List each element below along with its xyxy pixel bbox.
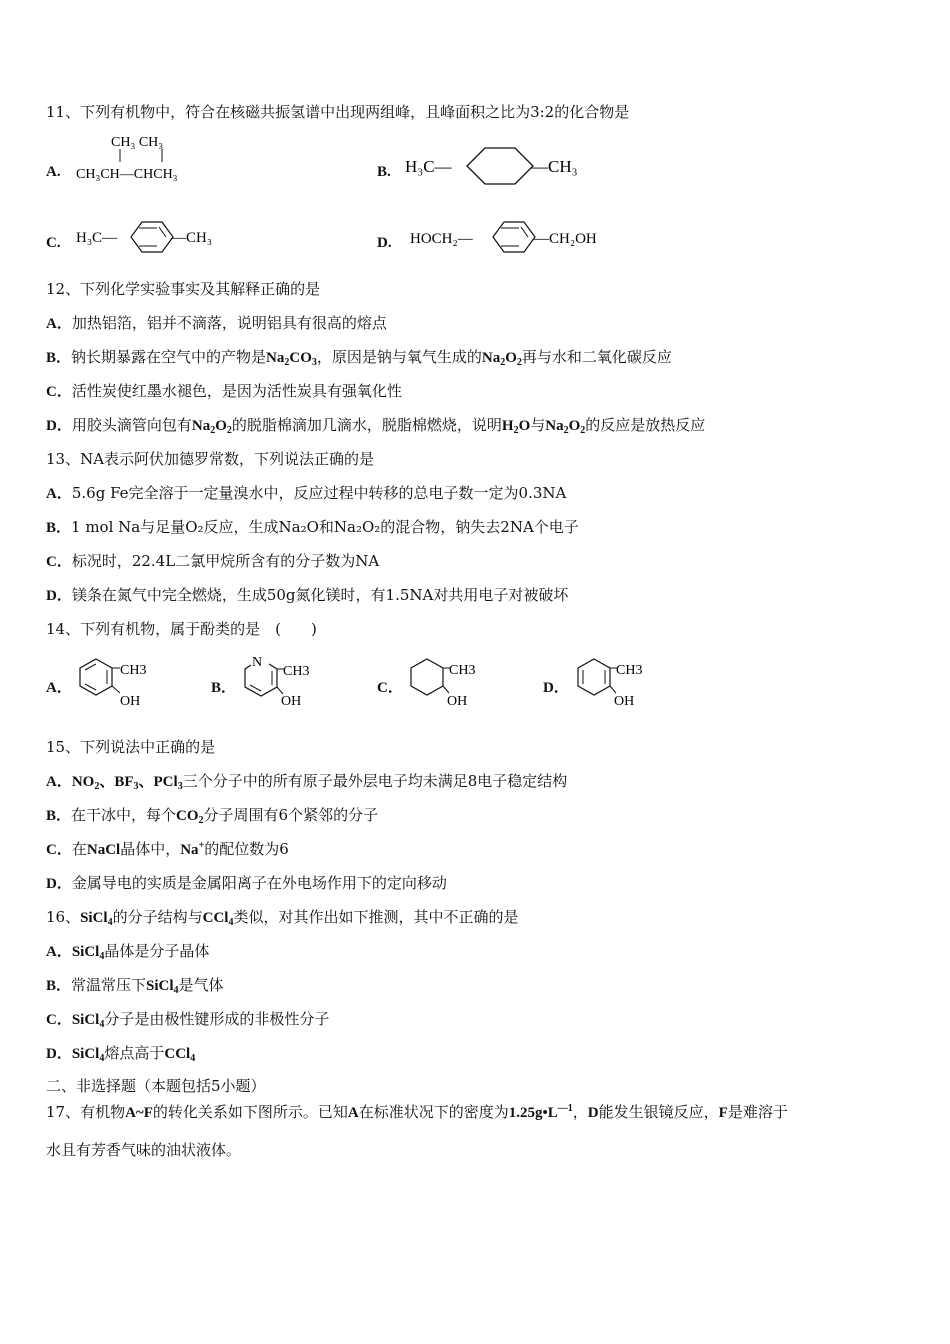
q11-option-d-label: D. xyxy=(377,235,392,251)
q14-b-structure xyxy=(243,650,323,712)
q14-option-a-label: A． xyxy=(46,680,72,696)
q11-option-a-label: A. xyxy=(46,164,61,180)
q14-c-ch3: CH3 xyxy=(449,663,476,678)
q11-a-structure xyxy=(76,132,226,187)
q11-b-right: —CH₃ xyxy=(531,157,578,176)
q13-option-a: A．5.6g Fe完全溶于一定量溴水中，反应过程中转移的总电子数一定为0.3NA xyxy=(46,484,567,502)
q17-line-2: 水且有芳香气味的油状液体。 xyxy=(46,1141,242,1159)
q14-a-oh: OH xyxy=(120,694,141,709)
q14-d-structure xyxy=(576,655,656,715)
q14-b-ch3: CH3 xyxy=(283,664,310,679)
q12-option-d: D．用胶头滴管向包有$Na_2O_2$的脱脂棉滴加几滴水，脱脂棉燃烧，说明$H_2O$与$Na_2O_2$的反应是放热反应 xyxy=(46,416,706,436)
q11-stem: 11、下列有机物中，符合在核磁共振氢谱中出现两组峰，且峰面积之比为3:2的化合物是 xyxy=(46,103,630,121)
q12-option-c: C．活性炭使红墨水褪色，是因为活性炭具有强氧化性 xyxy=(46,382,402,400)
q14-a-structure xyxy=(78,655,158,715)
q14-c-oh: OH xyxy=(447,694,468,709)
q15-option-d: D．金属导电的实质是金属阳离子在外电场作用下的定向移动 xyxy=(46,874,447,892)
q12-option-b: B．钠长期暴露在空气中的产物是$Na_2CO_3$，原因是钠与氧气生成的$Na_2O_2$再与水和二氧化碳反应 xyxy=(46,348,672,368)
q11-b-structure xyxy=(405,142,585,192)
q15-option-b: B．在干冰中，每个$CO_2$分子周围有6个紧邻的分子 xyxy=(46,806,379,826)
q11-c-structure xyxy=(76,218,246,258)
q14-b-n: N xyxy=(252,655,263,670)
q15-stem: 15、下列说法中正确的是 xyxy=(46,738,216,756)
q11-option-c-label: C. xyxy=(46,235,61,251)
q11-c-right: —CH₃ xyxy=(171,230,213,246)
q14-d-ch3: CH3 xyxy=(616,663,643,678)
q16-option-d: D．SiCl$_4$熔点高于CCl$_4$ xyxy=(46,1044,196,1064)
q14-option-c-label: C． xyxy=(377,680,403,696)
q11-a-top: CH₃ CH₃ xyxy=(111,135,164,150)
q14-c-structure xyxy=(409,655,489,715)
q14-b-oh: OH xyxy=(281,694,302,709)
q11-c-left: H₃C— xyxy=(76,230,118,246)
q15-option-a: A．$NO_2$、$BF_3$、PCl$_3$三个分子中的所有原子最外层电子均未满足8电子稳定结构 xyxy=(46,772,568,792)
q11-d-right: —CH₂OH xyxy=(534,231,597,247)
q13-option-d: D．镁条在氮气中完全燃烧，生成50g氮化镁时，有1.5NA对共用电子对被破坏 xyxy=(46,586,569,604)
q16-option-c: C．SiCl$_4$分子是由极性键形成的非极性分子 xyxy=(46,1010,330,1030)
q11-d-structure xyxy=(410,218,640,258)
q11-d-left: HOCH₂— xyxy=(410,231,473,247)
q13-stem: 13、NA表示阿伏加德罗常数，下列说法正确的是 xyxy=(46,450,375,468)
q11-b-left: H₃C— xyxy=(405,157,452,176)
q14-a-ch3: CH3 xyxy=(120,663,147,678)
q16-stem: 16、SiCl$_4$的分子结构与CCl$_4$类似，对其作出如下推测，其中不正确的是 xyxy=(46,908,519,928)
q14-option-d-label: D． xyxy=(543,680,569,696)
q13-option-b: B．1 mol Na与足量O₂反应，生成Na₂O和Na₂O₂的混合物，钠失去2NA个电子 xyxy=(46,518,579,536)
q13-option-c: C．标况时，22.4L二氯甲烷所含有的分子数为NA xyxy=(46,552,380,570)
q15-option-c: C．在NaCl晶体中，Na+的配位数为6 xyxy=(46,840,289,858)
q14-d-oh: OH xyxy=(614,694,635,709)
q14-stem: 14、下列有机物，属于酚类的是 ( ) xyxy=(46,620,317,638)
q16-option-b: B．常温常压下SiCl$_4$是气体 xyxy=(46,976,224,996)
q12-option-a: A．加热铝箔，铝并不滴落，说明铝具有很高的熔点 xyxy=(46,314,387,332)
q12-stem: 12、下列化学实验事实及其解释正确的是 xyxy=(46,280,321,298)
q17-line-1: 17、有机物A~F的转化关系如下图所示。已知A在标准状况下的密度为$1.25g•L^{—1}$，D能发生银镜反应，F是难溶于 xyxy=(46,1103,788,1121)
q14-option-b-label: B． xyxy=(211,680,237,696)
q11-option-b-label: B. xyxy=(377,164,391,180)
q11-a-bottom: CH₃CH—CHCH₃ xyxy=(76,167,178,182)
section-2-title: 二、非选择题（本题包括5小题） xyxy=(46,1077,266,1095)
q16-option-a: A．SiCl$_4$晶体是分子晶体 xyxy=(46,942,210,962)
